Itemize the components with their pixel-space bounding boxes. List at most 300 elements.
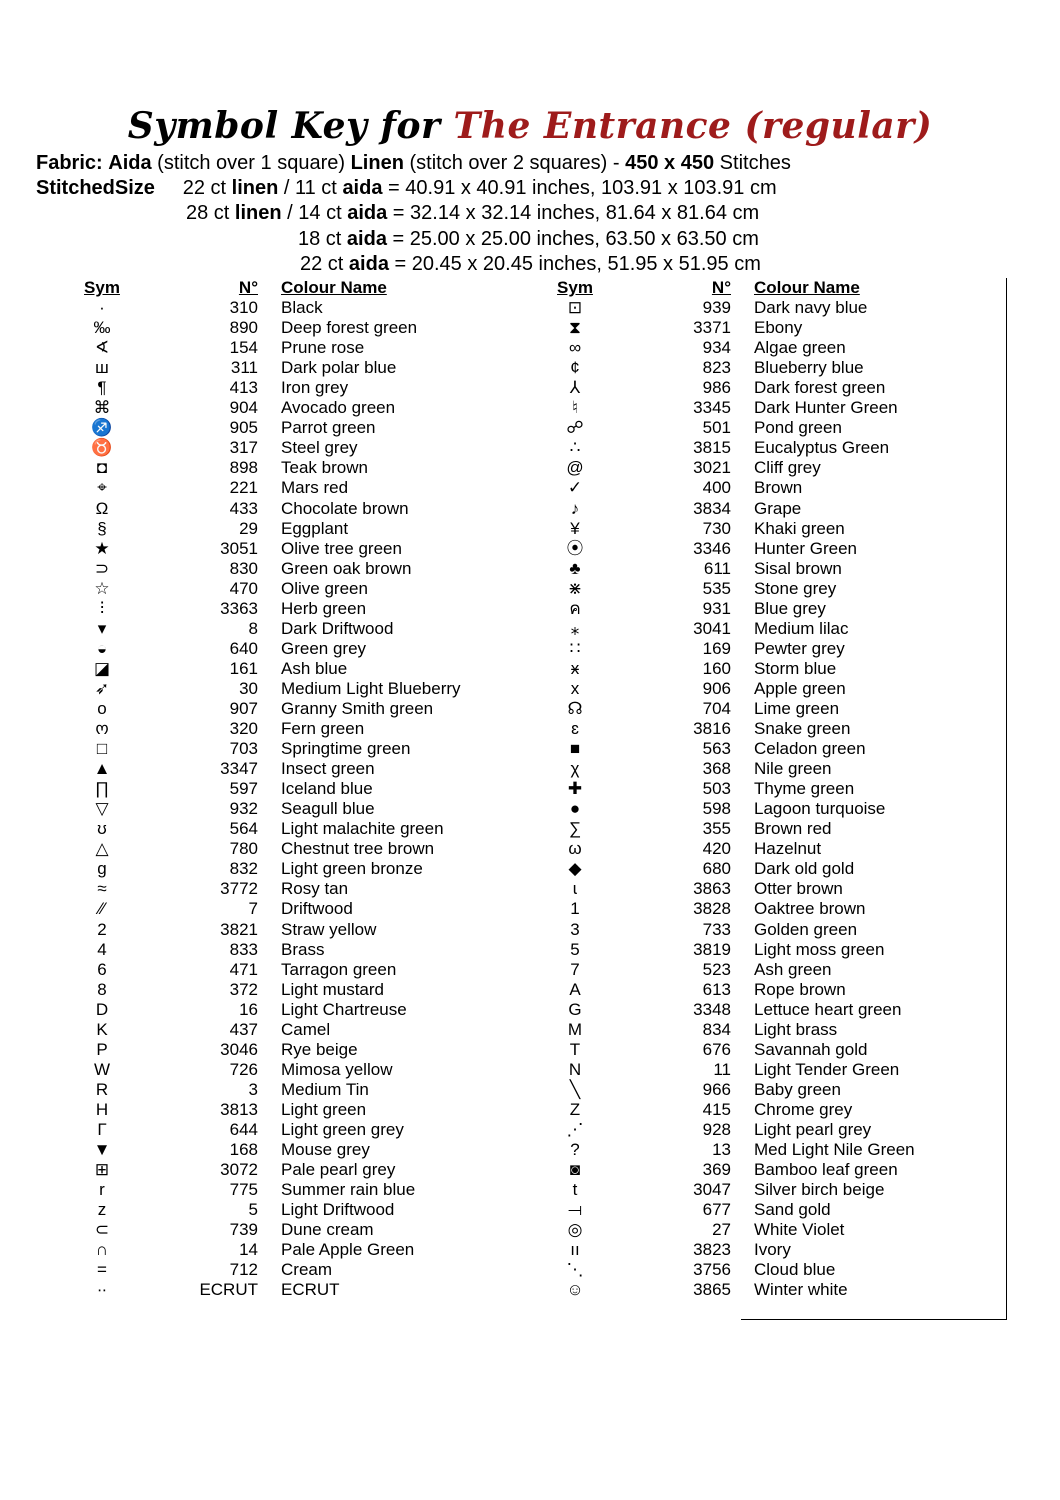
table-row <box>82 599 502 619</box>
table-border-right <box>1006 278 1007 1320</box>
table-row <box>82 639 502 659</box>
table-row <box>82 1140 502 1160</box>
color-number: 823 <box>702 358 731 378</box>
color-number: 644 <box>229 1119 258 1139</box>
color-number: 168 <box>229 1140 258 1160</box>
symbol-glyph: R <box>95 1079 109 1099</box>
symbol-glyph: ⟞ <box>567 1200 583 1220</box>
symbol-glyph: 5 <box>570 939 580 959</box>
symbol-glyph: ◒ <box>96 638 108 658</box>
color-number: 898 <box>229 458 258 478</box>
colour-name: Sisal brown <box>754 558 842 578</box>
colour-name: Otter brown <box>754 879 843 899</box>
table-row <box>555 940 975 960</box>
color-number: 733 <box>702 919 731 939</box>
color-number: 832 <box>229 859 258 879</box>
colour-name: Ash green <box>754 959 832 979</box>
table-row <box>82 398 502 418</box>
symbol-glyph: ◎ <box>567 1220 583 1240</box>
colour-name: Storm blue <box>754 658 837 678</box>
color-number: 597 <box>229 779 258 799</box>
table-row <box>82 859 502 879</box>
table-row <box>555 1220 975 1240</box>
colour-name: Baby green <box>754 1079 841 1099</box>
color-number: 3347 <box>220 759 258 779</box>
table-row <box>555 418 975 438</box>
colour-name: Deep forest green <box>281 318 418 338</box>
table-row <box>555 358 975 378</box>
color-number: 598 <box>702 799 731 819</box>
symbol-glyph: △ <box>95 839 109 859</box>
table-row <box>82 759 502 779</box>
table-row <box>82 1180 502 1200</box>
table-row <box>82 438 502 458</box>
colour-name: Brown <box>754 478 803 498</box>
symbol-glyph: □ <box>96 739 108 759</box>
colour-name: Camel <box>281 1019 331 1039</box>
colour-name: Mouse grey <box>281 1140 370 1160</box>
colour-name: Chestnut tree brown <box>281 839 435 859</box>
symbol-glyph: ◘ <box>96 458 108 478</box>
colour-name: Winter white <box>754 1280 848 1300</box>
table-row <box>82 799 502 819</box>
colour-name: Rosy tan <box>281 879 349 899</box>
colour-name: Chocolate brown <box>281 498 409 518</box>
symbol-glyph: ⫶ <box>99 598 105 618</box>
symbol-glyph: ⋇ <box>567 578 583 598</box>
colour-name: Seagull blue <box>281 799 375 819</box>
page-title <box>0 105 1060 147</box>
colour-name: Light Driftwood <box>281 1200 395 1220</box>
colour-name: Light moss green <box>754 939 885 959</box>
colour-name: Herb green <box>281 598 367 618</box>
color-number: 833 <box>229 939 258 959</box>
symbol-glyph: 1 <box>570 899 580 919</box>
symbol-glyph: ⅄ <box>569 378 581 398</box>
color-number: 3072 <box>220 1160 258 1180</box>
color-number: 677 <box>702 1200 731 1220</box>
table-row <box>555 1100 975 1120</box>
symbol-glyph: ∢ <box>94 338 110 358</box>
stitched-size-line-2 <box>186 201 759 225</box>
table-row <box>82 1160 502 1180</box>
colour-name: Pale pearl grey <box>281 1160 396 1180</box>
symbol-glyph: ★ <box>94 538 110 558</box>
colour-name: Prune rose <box>281 338 365 358</box>
symbol-glyph: ♐ <box>91 418 113 438</box>
color-number: 3371 <box>693 318 731 338</box>
symbol-glyph: K <box>96 1019 108 1039</box>
colour-name: Iceland blue <box>281 779 373 799</box>
symbol-glyph: ⊂ <box>94 1220 110 1240</box>
color-number: 13 <box>712 1140 731 1160</box>
table-row <box>555 1260 975 1280</box>
table-row <box>82 980 502 1000</box>
symbol-glyph: ⊡ <box>567 298 583 318</box>
symbol-glyph: ✓ <box>567 478 583 498</box>
symbol-glyph: r <box>99 1180 105 1200</box>
color-number: 739 <box>229 1220 258 1240</box>
table-row <box>555 859 975 879</box>
symbol-glyph: G <box>568 999 582 1019</box>
symbol-glyph: x <box>570 678 580 698</box>
colour-name: Pond green <box>754 418 842 438</box>
header-colour-name: Colour Name <box>754 278 860 297</box>
symbol-glyph: ӿ <box>570 658 580 678</box>
color-number: 3348 <box>693 999 731 1019</box>
color-number: 3813 <box>220 1099 258 1119</box>
color-number: 503 <box>702 779 731 799</box>
color-number: 3346 <box>693 538 731 558</box>
colour-name: Brass <box>281 939 325 959</box>
symbol-glyph: ⋱ <box>566 1260 584 1280</box>
colour-name: Dark Driftwood <box>281 618 394 638</box>
colour-name: Tarragon green <box>281 959 397 979</box>
size-post: = 40.91 x 40.91 inches, 103.91 x 103.91 cm <box>388 177 777 199</box>
symbol-glyph: = <box>97 1260 107 1280</box>
color-number: 5 <box>248 1200 258 1220</box>
symbol-glyph: ▲ <box>93 759 111 779</box>
size-pre: 22 ct <box>182 177 227 199</box>
table-row <box>555 699 975 719</box>
color-number: 564 <box>229 819 258 839</box>
colour-name: Khaki green <box>754 518 845 538</box>
colour-name: Nile green <box>754 759 832 779</box>
symbol-glyph: z <box>97 1200 107 1220</box>
symbol-glyph: T <box>569 1039 581 1059</box>
table-row <box>82 539 502 559</box>
symbol-glyph: ◪ <box>93 658 111 678</box>
colour-name: Light Chartreuse <box>281 999 407 1019</box>
table-row <box>555 378 975 398</box>
color-number: 613 <box>702 979 731 999</box>
symbol-glyph: ♣ <box>569 558 581 578</box>
symbol-glyph: M <box>567 1019 583 1039</box>
symbol-glyph: ☍ <box>566 418 584 438</box>
colour-name: Oaktree brown <box>754 899 866 919</box>
symbol-glyph: ☆ <box>94 578 110 598</box>
table-row <box>555 458 975 478</box>
colour-name: Brown red <box>754 819 832 839</box>
table-row <box>555 739 975 759</box>
colour-name: Black <box>281 298 323 318</box>
color-number: 8 <box>248 618 258 638</box>
table-row <box>555 599 975 619</box>
table-row <box>82 1080 502 1100</box>
symbol-glyph: H <box>95 1099 109 1119</box>
table-row <box>555 398 975 418</box>
color-number: 905 <box>229 418 258 438</box>
colour-name: Rope brown <box>754 979 846 999</box>
table-row <box>555 579 975 599</box>
color-number: 3041 <box>693 618 731 638</box>
color-number: 904 <box>229 398 258 418</box>
color-number: 154 <box>229 338 258 358</box>
color-number: 14 <box>239 1240 258 1260</box>
symbol-glyph: 3 <box>570 919 580 939</box>
table-row <box>555 899 975 919</box>
colour-name: Granny Smith green <box>281 698 434 718</box>
fabric-label: Fabric: <box>36 152 103 174</box>
symbol-glyph: ╲ <box>569 1079 581 1099</box>
table-row <box>82 358 502 378</box>
color-number: 310 <box>229 298 258 318</box>
colour-name: Thyme green <box>754 779 855 799</box>
symbol-glyph: g <box>97 859 107 879</box>
symbol-glyph: § <box>97 518 107 538</box>
table-row <box>555 759 975 779</box>
symbol-glyph: · <box>99 298 105 318</box>
colour-name: Insect green <box>281 759 375 779</box>
colour-name: Algae green <box>754 338 846 358</box>
table-header <box>555 278 975 298</box>
symbol-glyph: Ω <box>95 498 109 518</box>
colour-name: Olive tree green <box>281 538 402 558</box>
table-row <box>555 539 975 559</box>
color-number: 834 <box>702 1019 731 1039</box>
table-row <box>555 659 975 679</box>
table-row <box>82 1220 502 1240</box>
table-row <box>555 619 975 639</box>
table-row <box>555 819 975 839</box>
color-number: 523 <box>702 959 731 979</box>
color-number: 317 <box>229 438 258 458</box>
color-number: 3823 <box>693 1240 731 1260</box>
title-pattern-name: The Entrance (regular) <box>453 105 933 147</box>
colour-name: Light green <box>281 1099 367 1119</box>
table-row <box>82 1020 502 1040</box>
symbol-glyph: ɛ <box>571 719 579 739</box>
table-row <box>82 699 502 719</box>
symbol-glyph: ▾ <box>97 618 107 638</box>
color-number: 3816 <box>693 719 731 739</box>
colour-name: Medium lilac <box>754 618 849 638</box>
colour-name: Lagoon turquoise <box>754 799 886 819</box>
color-number: 400 <box>702 478 731 498</box>
symbol-glyph: ⦿ <box>566 538 584 558</box>
symbol-glyph: ¢ <box>570 358 580 378</box>
table-border-bottom <box>741 1319 1007 1320</box>
colour-name: Light pearl grey <box>754 1119 872 1139</box>
table-row <box>82 1260 502 1280</box>
colour-name: Avocado green <box>281 398 396 418</box>
header-sym: Sym <box>557 278 593 297</box>
table-row <box>82 1060 502 1080</box>
table-row <box>555 1180 975 1200</box>
color-number: 830 <box>229 558 258 578</box>
color-number: 433 <box>229 498 258 518</box>
colour-name: Green grey <box>281 638 367 658</box>
table-row <box>82 559 502 579</box>
table-row <box>555 1120 975 1140</box>
symbol-glyph: ⌘ <box>93 398 111 418</box>
color-number: 501 <box>702 418 731 438</box>
symbol-glyph: ? <box>570 1140 580 1160</box>
table-row <box>555 980 975 1000</box>
colour-name: Ash blue <box>281 658 348 678</box>
colour-name: Chrome grey <box>754 1099 853 1119</box>
symbol-glyph: ⌖ <box>97 478 107 498</box>
symbol-glyph: ‰ <box>93 318 111 338</box>
header-number: N° <box>238 278 258 297</box>
color-number: 3828 <box>693 899 731 919</box>
symbol-glyph: ≈ <box>97 879 107 899</box>
symbol-glyph: ⋰ <box>566 1119 584 1139</box>
table-row <box>82 819 502 839</box>
table-row <box>82 338 502 358</box>
color-number: 161 <box>229 658 258 678</box>
table-row <box>555 499 975 519</box>
table-row <box>555 719 975 739</box>
title-prefix: Symbol Key for <box>127 105 441 147</box>
colour-name: Medium Light Blueberry <box>281 678 461 698</box>
symbol-glyph: ▼ <box>93 1140 111 1160</box>
symbol-glyph: ☺ <box>566 1280 584 1300</box>
color-number: 775 <box>229 1180 258 1200</box>
size-bold-2: aida <box>342 177 383 199</box>
color-number: 169 <box>702 638 731 658</box>
table-row <box>82 1280 502 1300</box>
colour-name: Teak brown <box>281 458 368 478</box>
colour-name: Mars red <box>281 478 349 498</box>
symbol-glyph: ıı <box>570 1240 580 1260</box>
color-number: 640 <box>229 638 258 658</box>
color-number: ECRUT <box>199 1280 258 1300</box>
table-row <box>555 478 975 498</box>
symbol-glyph: ● <box>569 799 581 819</box>
size-post: = 32.14 x 32.14 inches, 81.64 x 81.64 cm <box>392 202 760 224</box>
color-number: 3021 <box>693 458 731 478</box>
colour-name: Snake green <box>754 719 851 739</box>
stitched-size-line-3 <box>298 227 759 251</box>
color-number: 928 <box>702 1119 731 1139</box>
color-number: 890 <box>229 318 258 338</box>
colour-name: Sand gold <box>754 1200 831 1220</box>
color-number: 3345 <box>693 398 731 418</box>
fabric-aida: Aida <box>108 152 152 174</box>
symbol-glyph: ◙ <box>569 1160 581 1180</box>
symbol-glyph: χ <box>570 759 580 779</box>
colour-name: Straw yellow <box>281 919 377 939</box>
symbol-glyph: ◆ <box>568 859 582 879</box>
color-number: 563 <box>702 739 731 759</box>
table-row <box>555 799 975 819</box>
table-row <box>82 458 502 478</box>
colour-name: Dark forest green <box>754 378 886 398</box>
symbol-glyph: ⁄⁄ <box>99 899 105 919</box>
fabric-aida-note: (stitch over 1 square) <box>157 152 346 174</box>
table-row <box>82 1000 502 1020</box>
table-row <box>82 779 502 799</box>
symbol-glyph: ✚ <box>567 779 583 799</box>
colour-name: Light Tender Green <box>754 1059 900 1079</box>
colour-name: Cloud blue <box>754 1260 836 1280</box>
table-row <box>555 1040 975 1060</box>
color-number: 372 <box>229 979 258 999</box>
color-number: 11 <box>713 1059 731 1079</box>
colour-name: Light mustard <box>281 979 384 999</box>
color-number: 3863 <box>693 879 731 899</box>
colour-name: Ebony <box>754 318 803 338</box>
table-row <box>82 298 502 318</box>
color-number: 320 <box>229 719 258 739</box>
color-number: 3819 <box>693 939 731 959</box>
table-row <box>82 659 502 679</box>
colour-name: Dark polar blue <box>281 358 397 378</box>
colour-name: Light green grey <box>281 1119 404 1139</box>
color-number: 3051 <box>220 538 258 558</box>
symbol-glyph: ∞ <box>568 338 582 358</box>
colour-name: Olive green <box>281 578 368 598</box>
colour-name: Silver birch beige <box>754 1180 885 1200</box>
colour-name: Eggplant <box>281 518 349 538</box>
symbol-glyph: ∏ <box>95 779 109 799</box>
color-number: 355 <box>702 819 731 839</box>
color-number: 311 <box>230 358 258 378</box>
size-bold-2: aida <box>347 202 388 224</box>
symbol-glyph: W <box>93 1059 111 1079</box>
table-row <box>555 960 975 980</box>
symbol-glyph: ■ <box>569 739 581 759</box>
color-number: 3772 <box>220 879 258 899</box>
stitched-size-line-1 <box>36 176 777 200</box>
size-pre: 22 ct <box>300 253 344 275</box>
symbol-glyph: ⊞ <box>94 1160 110 1180</box>
table-row <box>82 1240 502 1260</box>
table-row <box>555 298 975 318</box>
colour-name: Green oak brown <box>281 558 412 578</box>
colour-name: Steel grey <box>281 438 358 458</box>
colour-name: Savannah gold <box>754 1039 868 1059</box>
color-number: 413 <box>229 378 258 398</box>
symbol-glyph: ∩ <box>95 1240 109 1260</box>
table-row <box>555 1280 975 1300</box>
table-row <box>555 559 975 579</box>
colour-name: Medium Tin <box>281 1079 369 1099</box>
table-row <box>82 1040 502 1060</box>
colour-name: Light green bronze <box>281 859 423 879</box>
table-row <box>82 1120 502 1140</box>
color-number: 780 <box>229 839 258 859</box>
table-row <box>555 1000 975 1020</box>
size-mid: / 11 ct <box>283 177 337 199</box>
color-number: 986 <box>702 378 731 398</box>
table-row <box>82 960 502 980</box>
table-row <box>555 338 975 358</box>
colour-name: Hazelnut <box>754 839 822 859</box>
color-number: 3821 <box>220 919 258 939</box>
colour-name: Apple green <box>754 678 846 698</box>
symbol-glyph: ∑ <box>568 819 582 839</box>
stitch-count: 450 x 450 <box>625 152 715 174</box>
color-number: 704 <box>702 698 731 718</box>
symbol-glyph: ʊ <box>97 819 107 839</box>
symbol-glyph: A <box>569 979 581 999</box>
colour-name: Blue grey <box>754 598 826 618</box>
size-bold-1: aida <box>346 228 387 250</box>
table-row <box>82 478 502 498</box>
table-row <box>82 920 502 940</box>
color-number: 27 <box>712 1220 731 1240</box>
symbol-glyph: N <box>568 1059 582 1079</box>
fabric-line <box>36 151 791 175</box>
table-row <box>82 679 502 699</box>
color-number: 221 <box>229 478 258 498</box>
fabric-linen: Linen <box>350 152 404 174</box>
table-row <box>82 739 502 759</box>
colour-name: Fern green <box>281 719 365 739</box>
stitched-size-label: StitchedSize <box>36 177 155 199</box>
